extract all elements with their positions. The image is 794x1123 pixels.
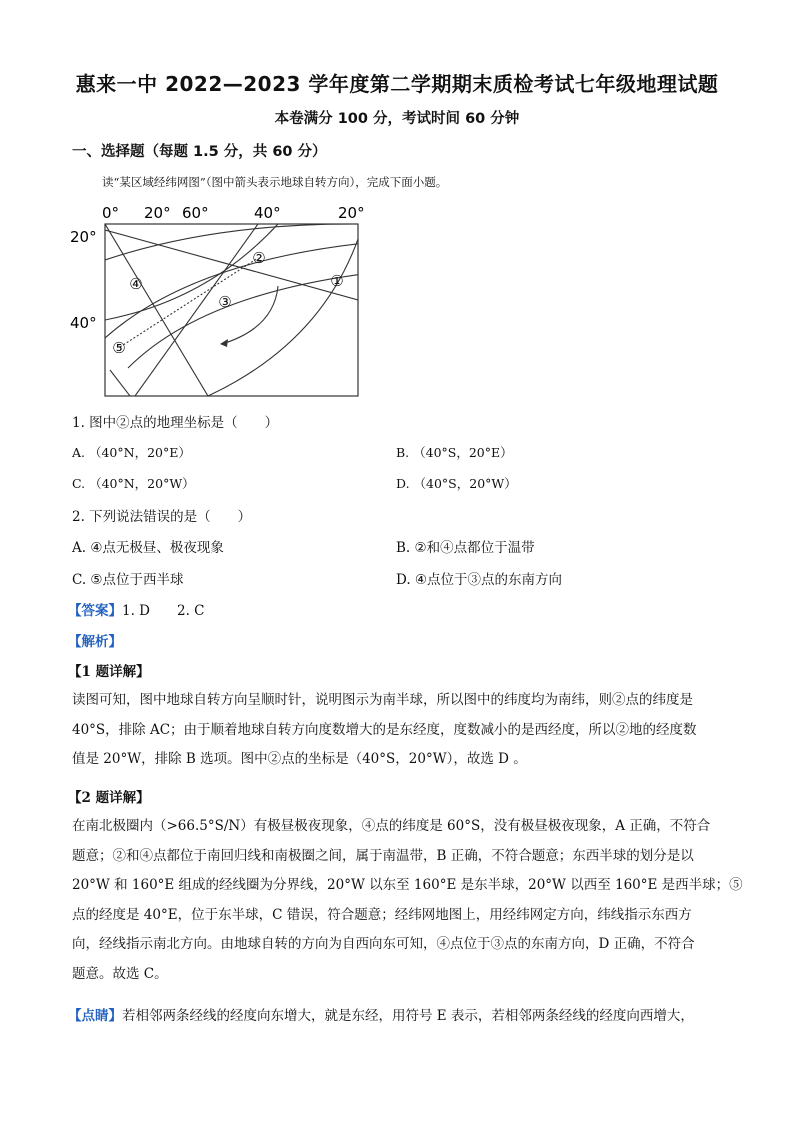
detail-2-heading: 【2 题详解】 [68,790,150,806]
point-3: ③ [218,293,232,311]
question-2-option-b: B. ②和④点都位于温带 [396,540,535,556]
detail-2-line: 20°W 和 160°E 组成的经线圈为分界线，20°W 以东至 160°E 是东半球，20°W 以西至 160°E 是西半球；⑤ [72,877,743,893]
rotation-arrowhead-icon [220,339,228,347]
point-4: ④ [129,275,143,293]
tip-text: 若相邻两条经线的经度向东增大，就是东经，用符号 E 表示，若相邻两条经线的经度向西增大， [122,1008,694,1024]
answer-line [68,599,205,619]
point-2: ② [252,249,266,267]
tip-tag: 【点睛】 [68,1008,122,1024]
meridian-line-e [135,224,258,396]
question-1-option-b: B. （40°S，20°E） [396,445,513,460]
meridian-line-a [105,224,208,396]
question-intro: 读“某区域经纬网图”（图中箭头表示地球自转方向），完成下面小题。 [102,175,448,189]
detail-1-paragraph [72,686,722,775]
detail-2-line: 点的经度是 40°E，位于东半球，C 错误，符合题意；经纬网地图上，用经纬网定方向，纬线指示东西方 [72,906,692,923]
answer-tag: 【答案】 [68,603,122,619]
point-5: ⑤ [112,339,126,357]
question-2-stem: 2. 下列说法错误的是（ ） [72,509,252,525]
detail-1-line: 读图可知，图中地球自转方向呈顺时针，说明图示为南半球，所以图中的纬度均为南纬，则②点的纬度是 [72,692,693,708]
detail-1-heading: 【1 题详解】 [68,664,150,680]
question-2-option-a: A. ④点无极昼、极夜现象 [72,540,224,556]
detail-1-line: 40°S，排除 AC；由于顺着地球自转方向度数增大的是东经度，度数减小的是西经度，所以②地的经度数 [72,721,697,738]
tip-line [68,1004,694,1024]
question-1-option-c: C. （40°N，20°W） [72,476,195,491]
meridian-line-b [110,370,130,396]
answer-text: 1. D 2. C [122,603,205,619]
question-1-option-a: A. （40°N，20°E） [72,445,191,460]
detail-2-paragraph [72,812,743,989]
label-lon-0: 0° [102,204,120,222]
question-1-stem: 1. 图中②点的地理坐标是（ ） [72,415,279,431]
label-lat-40: 40° [70,314,97,332]
detail-2-line: 题意。故选 C。 [72,965,168,982]
detail-1-line: 值是 20°W，排除 B 选项。图中②点的坐标是（40°S，20°W），故选 D 。 [72,751,527,767]
section-heading: 一、选择题（每题 1.5 分，共 60 分） [72,144,327,160]
question-1-option-d: D. （40°S，20°W） [396,476,517,491]
label-lat-20: 20° [70,228,97,246]
question-2-option-d: D. ④点位于③点的东南方向 [396,572,563,588]
detail-2-line: 向，经线指示南北方向。由地球自转的方向为自西向东可知，④点位于③点的东南方向，D 正确，不符合 [72,936,695,952]
analysis-tag: 【解析】 [68,634,122,650]
point-1: ① [330,272,344,290]
graticule-map-figure [68,200,368,400]
meridian-arc-small [105,224,278,320]
label-lon-20-right: 20° [338,204,365,222]
label-lon-60: 60° [182,204,209,222]
meridian-line-d [105,230,358,300]
detail-2-line: 在南北极圈内（>66.5°S/N）有极昼极夜现象，④点的纬度是 60°S，没有极昼极夜现象，A 正确，不符合 [72,818,711,834]
label-lon-40: 40° [254,204,281,222]
page-title: 惠来一中 2022—2023 学年度第二学期期末质检考试七年级地理试题 [75,72,719,96]
label-lon-20-left: 20° [144,204,171,222]
detail-2-line: 题意；②和④点都位于南回归线和南极圈之间，属于南温带，B 正确，不符合题意；东西半球的划分是以 [72,847,694,864]
question-2-option-c: C. ⑤点位于西半球 [72,572,184,588]
page-subtitle: 本卷满分 100 分，考试时间 60 分钟 [274,111,520,127]
